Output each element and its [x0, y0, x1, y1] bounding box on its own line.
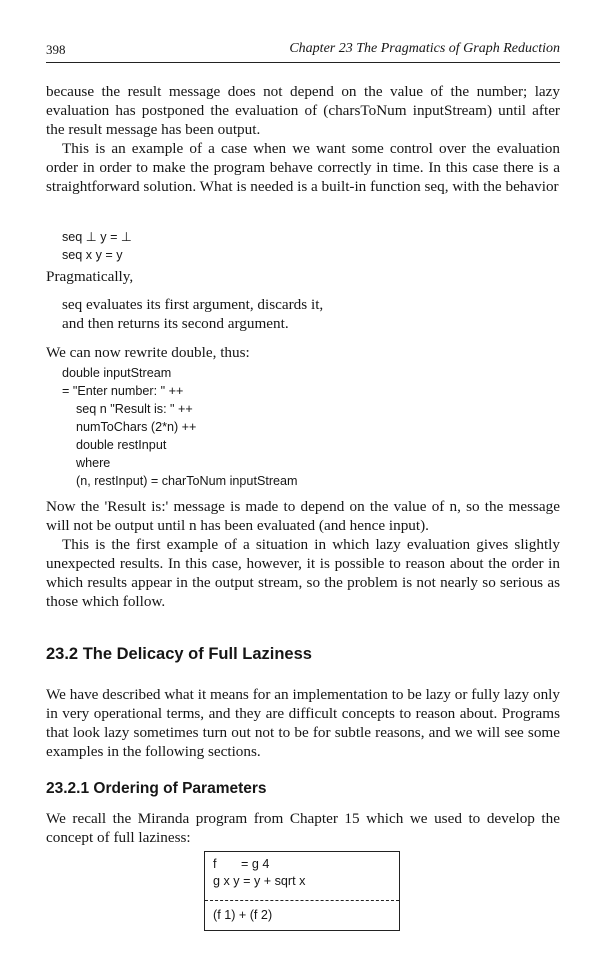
double-code-listing: double inputStream = "Enter number: " ++ seq n "Result is: " ++ numToChars (2*n) ++ double restInput where (n, restInput) = charToNum inputStream: [62, 366, 298, 488]
box-divider: [205, 900, 399, 901]
running-title: Chapter 23 The Pragmatics of Graph Reduction: [289, 41, 560, 56]
seq-definition: seq ⊥ y = ⊥ seq x y = y: [62, 230, 132, 262]
paragraph-miranda-program: We recall the Miranda program from Chapter 15 which we used to develop the concept of full laziness:: [46, 810, 560, 846]
program-box: [204, 851, 400, 931]
subsection-heading: 23.2.1 Ordering of Parameters: [46, 780, 267, 797]
running-header: [46, 40, 560, 63]
paragraph-evaluation-order: This is an example of a case when we want some control over the evaluation order in order to make the program behave correctly in time. In this case there is a straightforward solution. What is needed is a built-in function seq, with the behavior: [46, 140, 560, 195]
pragmatically-label: Pragmatically,: [46, 268, 134, 285]
paragraph-result-message: Now the 'Result is:' message is made to depend on the value of n, so the message will not be output until n has been evaluated (and hence input).: [46, 498, 560, 534]
page-number: 398: [46, 42, 66, 57]
paragraph-unexpected-results: This is the first example of a situation in which lazy evaluation gives slightly unexpected results. In this case, however, it is possible to reason about the order in which results appear in the output stream, so the problem is not nearly so serious as those which follow.: [46, 536, 560, 610]
seq-description: seq evaluates its first argument, discards it, and then returns its second argument.: [62, 296, 324, 332]
paragraph-lazy-evaluation: because the result message does not depend on the value of the number; lazy evaluation has postponed the evaluation of (charsToNum inputStream) until after the result message has been output.: [46, 83, 560, 138]
rewrite-intro: We can now rewrite double, thus:: [46, 344, 250, 361]
paragraph-full-laziness: We have described what it means for an implementation to be lazy or fully lazy only in very operational terms, and they are difficult concepts to reason about. Programs that look lazy sometimes turn out not to be for subtle reasons, and we will see some examples in the following sections.: [46, 686, 560, 760]
program-expression: (f 1) + (f 2): [213, 908, 273, 922]
section-heading: 23.2 The Delicacy of Full Laziness: [46, 645, 312, 663]
program-definitions: f = g 4 g x y = y + sqrt x: [213, 857, 306, 888]
